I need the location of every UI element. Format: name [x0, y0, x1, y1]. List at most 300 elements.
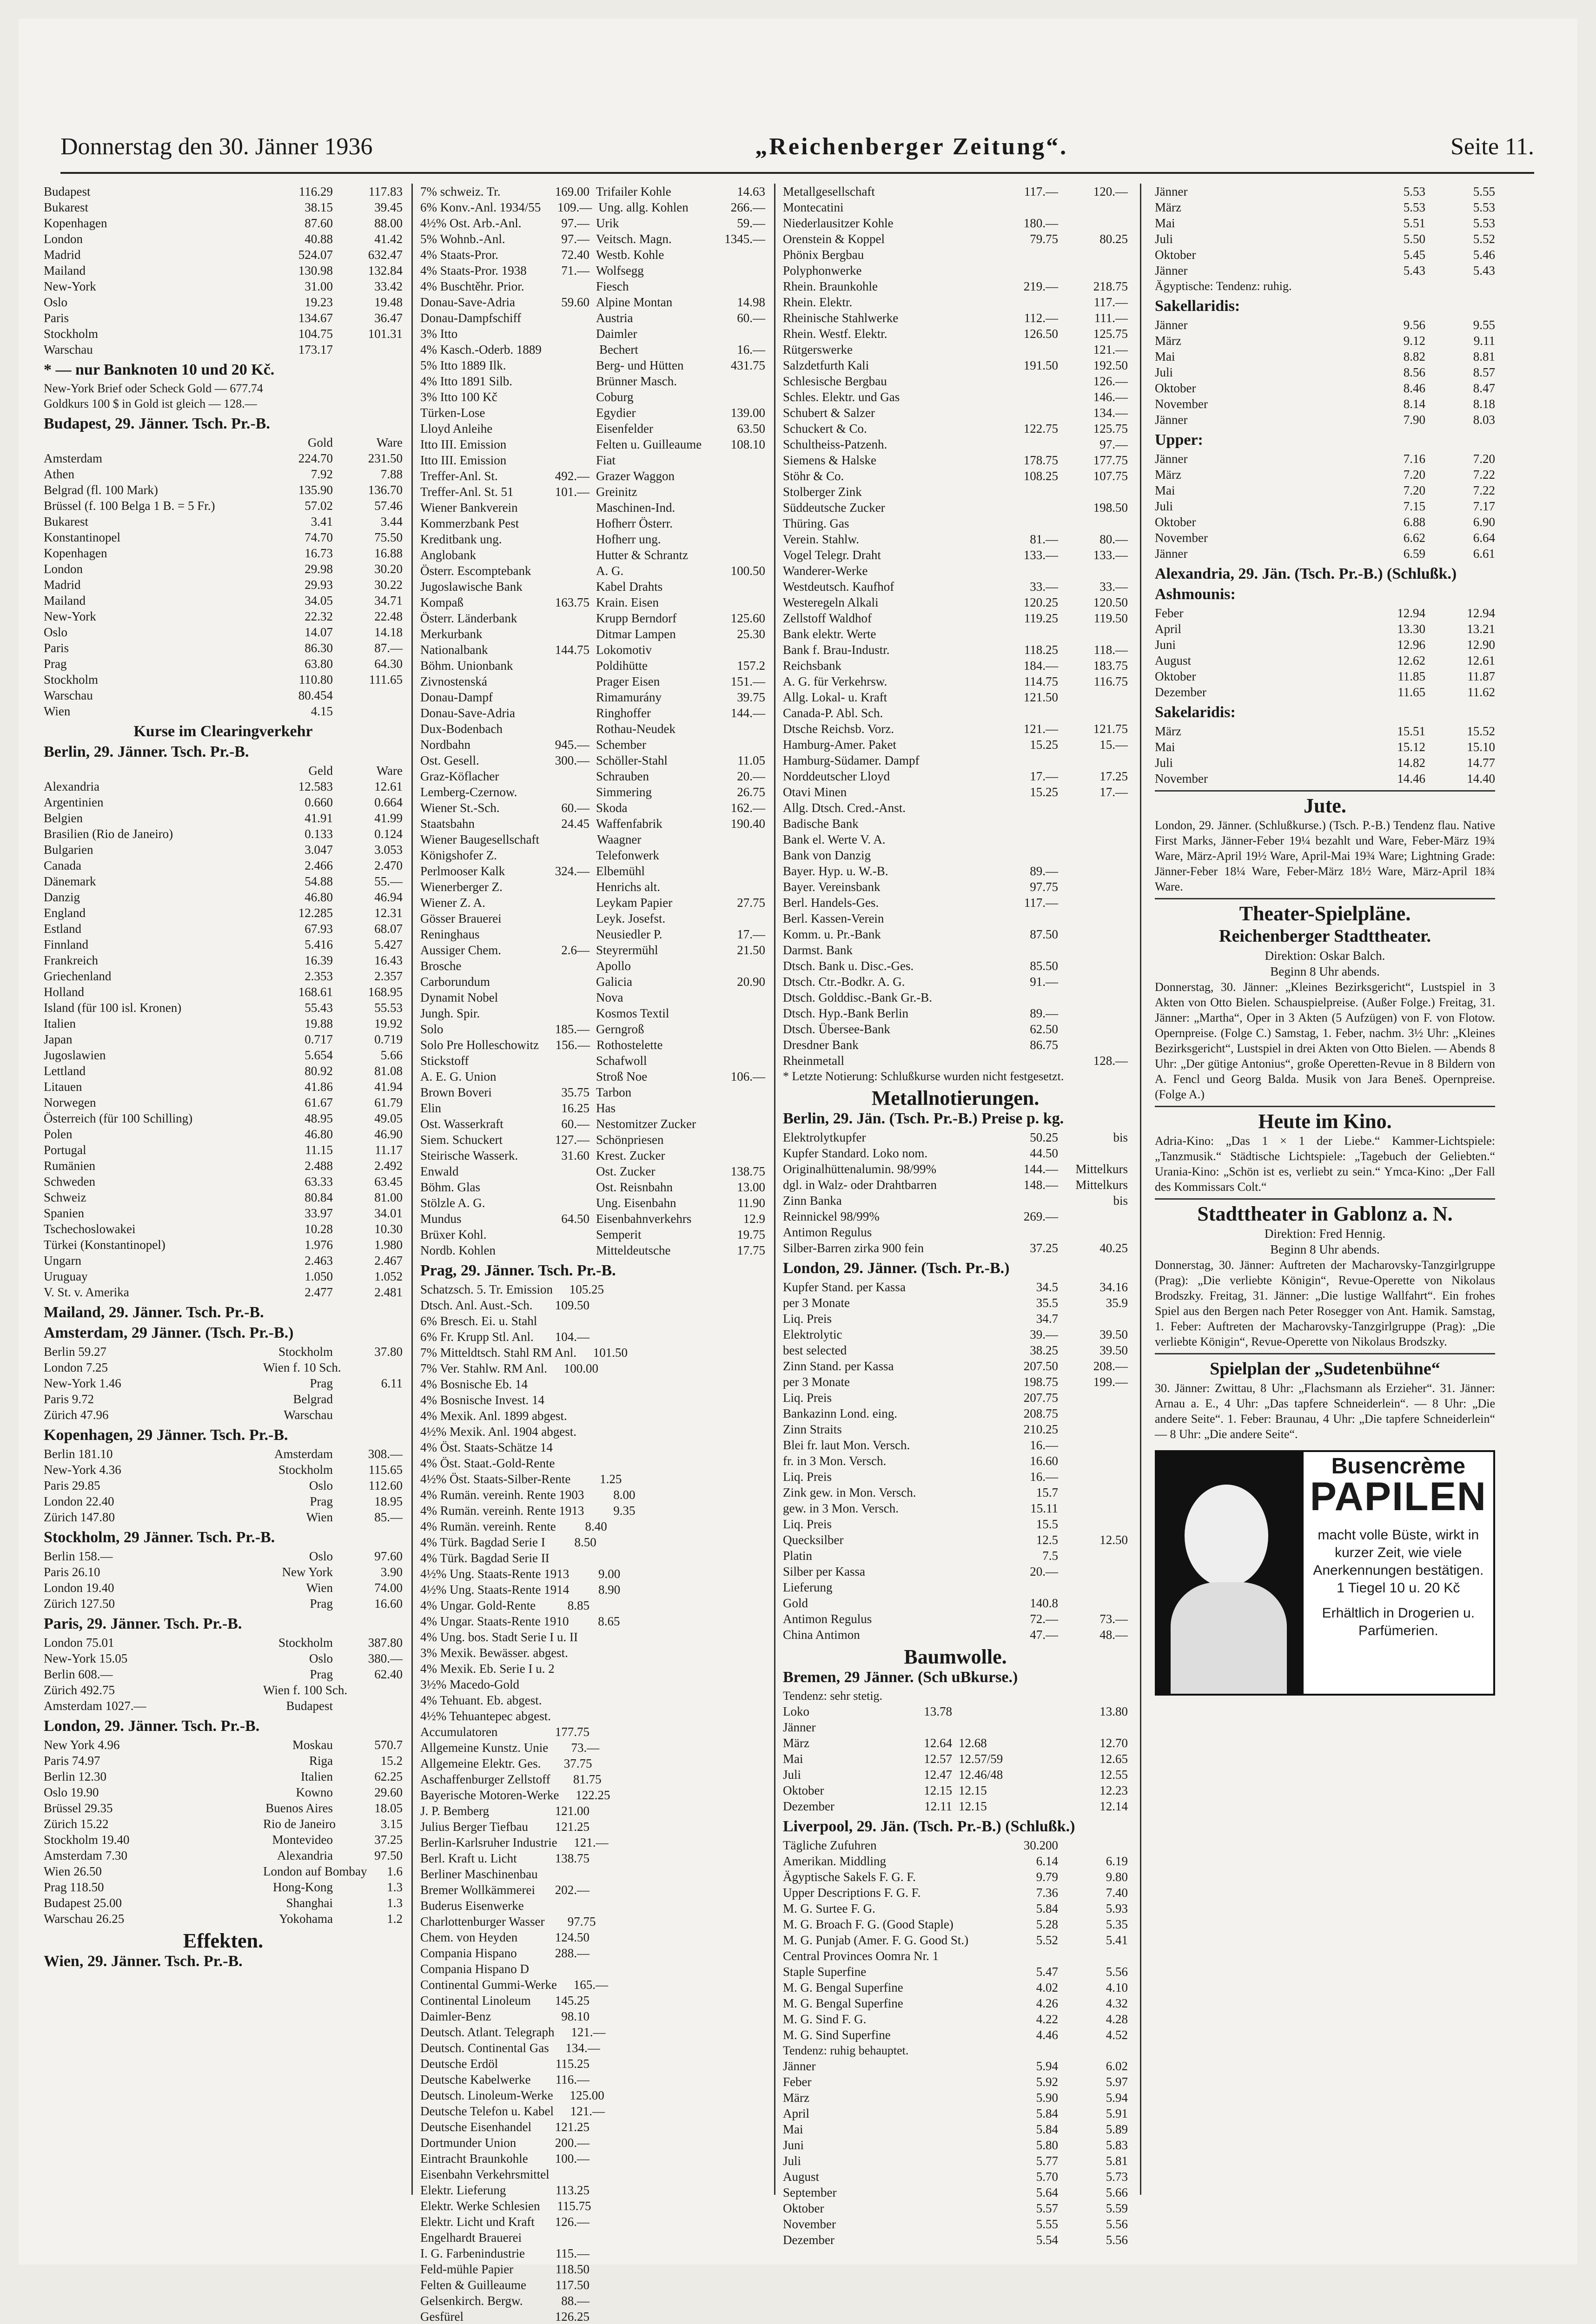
table-cell: Kompaß	[420, 595, 464, 609]
table-cell: 39.75	[737, 690, 765, 704]
table-cell	[568, 1645, 623, 1661]
table-row	[44, 1596, 403, 1611]
table-cell	[333, 1391, 403, 1407]
table-cell: Stolberger Zink	[783, 485, 862, 499]
table-cell: Berlin 59.27	[44, 1345, 106, 1359]
budapest-cols: Gold Ware	[308, 436, 403, 449]
table-cell	[1058, 1406, 1128, 1421]
table-cell: Bankazinn Lond. eing.	[783, 1406, 897, 1420]
table-cell	[538, 563, 593, 579]
table-row	[420, 1645, 765, 1661]
table-cell: 13.21	[1467, 622, 1495, 636]
table-cell: 12.15	[959, 1783, 987, 1797]
table-row	[783, 626, 1128, 642]
table-cell: 6.64	[1473, 531, 1495, 545]
table-row	[783, 1311, 1128, 1327]
table-cell: Wien	[44, 704, 71, 718]
table-cell: Island (für 100 isl. Kronen)	[44, 1001, 182, 1015]
table-cell: Deutsche Eisenhandel	[420, 2120, 532, 2134]
table-cell: Kupfer Standard. Loko nom.	[783, 1146, 928, 1160]
table-cell: Kosmos Textil	[596, 1006, 669, 1020]
table-row	[420, 942, 765, 958]
table-row	[420, 2293, 765, 2309]
table-row	[783, 2074, 1128, 2090]
table-row	[420, 531, 765, 547]
table-cell: 9.35	[613, 1504, 636, 1518]
table-cell: 127.—	[555, 1133, 589, 1147]
egypt-tendency: Ägyptische: Tendenz: ruhig.	[1155, 279, 1292, 293]
table-cell	[714, 1945, 765, 1961]
divider	[1155, 1353, 1495, 1354]
table-cell: 5.47	[1036, 1965, 1058, 1979]
table-cell: Lettland	[44, 1064, 86, 1078]
table-cell	[593, 2151, 714, 2166]
table-cell: Donau-Dampf	[420, 690, 493, 704]
table-cell	[714, 2261, 765, 2277]
table-row	[783, 1516, 1128, 1532]
table-cell: Prag	[44, 657, 67, 671]
table-cell	[593, 1313, 714, 1329]
ad-brand-line1: Busencrème	[1331, 1454, 1465, 1479]
table-row	[783, 199, 1128, 215]
table-cell: 98.10	[561, 2009, 589, 2023]
table-cell: 4% Rumän. vereinh. Rente 1903	[420, 1488, 584, 1502]
table-cell: 0.133	[305, 827, 333, 841]
table-cell: 5.94	[1036, 2059, 1058, 2073]
table-row	[783, 1240, 1128, 1256]
table-row	[420, 1424, 765, 1439]
effekten-subheading: Wien, 29. Jänner. Tsch. Pr.-B.	[44, 1953, 243, 1970]
table-row	[783, 1901, 1128, 1916]
table-cell: A. E. G. Union	[420, 1070, 497, 1083]
table-cell: Zinn Banka	[783, 1194, 842, 1208]
table-cell: 4% Itto 1891 Silb.	[420, 374, 513, 388]
table-cell: Feber	[783, 2075, 812, 2089]
table-cell: M. G. Punjab (Amer. F. G. Good St.)	[783, 1933, 969, 1947]
table-cell: Stockholm	[44, 673, 99, 687]
table-cell	[714, 2277, 765, 2293]
table-cell	[1058, 832, 1128, 847]
table-cell: 8.57	[1473, 365, 1495, 379]
table-cell: Hutter & Schrantz	[596, 548, 688, 562]
table-cell	[714, 1677, 765, 1692]
table-cell: 12.57/59	[959, 1752, 1003, 1766]
table-cell: London 7.25	[44, 1360, 108, 1374]
table-row	[783, 1916, 1128, 1932]
mailand-heading: Mailand, 29. Jänner. Tsch. Pr.-B.	[44, 1304, 264, 1321]
table-cell: 29.93	[305, 578, 333, 592]
table-row	[420, 816, 765, 832]
table-cell	[714, 911, 765, 926]
table-cell: Böhm. Glas	[420, 1180, 481, 1194]
table-row	[44, 247, 403, 263]
table-row	[420, 563, 765, 579]
table-cell: 163.75	[555, 595, 589, 609]
table-cell: 12.61	[374, 779, 403, 793]
table-cell: Warschau	[44, 343, 93, 357]
table-cell: 37.25	[1030, 1241, 1058, 1255]
table-cell: 6.90	[1473, 515, 1495, 529]
table-cell: 6% Konv.-Anl. 1934/55	[420, 200, 541, 214]
table-cell	[714, 2198, 765, 2214]
table-cell	[604, 2040, 714, 2056]
table-cell: Hofherr Österr.	[596, 516, 673, 530]
table-cell	[714, 2166, 765, 2182]
table-cell	[714, 1598, 765, 1613]
table-cell: 17.—	[737, 927, 765, 941]
table-row	[783, 1037, 1128, 1053]
table-cell: Österreich (für 100 Schilling)	[44, 1111, 193, 1125]
table-cell: 48.—	[1099, 1628, 1128, 1642]
table-cell: 2.488	[305, 1159, 333, 1173]
table-cell	[333, 1360, 403, 1375]
table-cell: 6.88	[1403, 515, 1425, 529]
table-cell	[714, 2087, 765, 2103]
table-row	[420, 1566, 765, 1582]
table-cell: 1.980	[374, 1238, 403, 1252]
table-cell	[593, 1677, 714, 1692]
table-cell: Donau-Save-Adria	[420, 706, 515, 720]
table-cell: 1.050	[305, 1269, 333, 1283]
table-cell	[714, 1345, 765, 1360]
table-cell: 5.94	[1106, 2091, 1128, 2105]
table-cell	[714, 1550, 765, 1566]
banknote-note: * — nur Banknoten 10 und 20 Kč.	[44, 361, 275, 378]
table-row	[783, 1995, 1128, 2011]
table-cell: 17.75	[737, 1243, 765, 1257]
table-cell: 168.61	[298, 985, 333, 999]
table-cell: Central Provinces Oomra Nr. 1	[783, 1949, 939, 1963]
table-cell	[606, 1708, 714, 1724]
table-cell	[714, 1708, 765, 1724]
table-cell: Eisenbahn Verkehrsmittel	[420, 2167, 550, 2181]
table-cell	[714, 1455, 765, 1471]
table-row	[420, 1598, 765, 1613]
table-cell: März	[783, 1736, 809, 1750]
table-row	[420, 357, 765, 373]
table-cell	[550, 2166, 604, 2182]
table-cell: 12.15	[924, 1783, 952, 1797]
table-cell: Rhein. Elektr.	[783, 295, 853, 309]
table-row	[44, 593, 403, 608]
table-row	[783, 1783, 1128, 1798]
table-cell	[988, 816, 1058, 832]
table-cell: 126.—	[1093, 374, 1128, 388]
table-cell: 113.25	[555, 2183, 589, 2197]
table-cell	[538, 895, 593, 911]
table-cell	[714, 278, 765, 294]
table-row	[420, 500, 765, 515]
table-cell: Nestomitzer Zucker	[596, 1117, 696, 1131]
table-cell: Waagner	[597, 832, 642, 846]
table-cell	[333, 1682, 403, 1698]
kopenhagen-heading: Kopenhagen, 29 Jänner. Tsch. Pr.-B.	[44, 1426, 288, 1444]
table-cell: Rothau-Neudek	[596, 722, 675, 736]
table-row	[420, 958, 765, 974]
table-row	[783, 215, 1128, 231]
table-cell: Zellstoff Waldhof	[783, 611, 872, 625]
table-cell: Norddeutscher Lloyd	[783, 769, 890, 783]
table-row	[420, 436, 765, 452]
table-cell: 7.22	[1473, 468, 1495, 482]
table-row	[44, 561, 403, 577]
table-cell: 130.98	[298, 264, 333, 277]
table-row	[783, 294, 1128, 310]
table-cell	[988, 1948, 1058, 1964]
table-cell: Canada	[44, 858, 81, 872]
table-cell: Darmst. Bank	[783, 943, 853, 957]
table-row	[44, 1784, 403, 1800]
table-cell	[988, 832, 1058, 847]
table-cell: Prag	[310, 1597, 333, 1611]
table-cell: New-York 4.36	[44, 1463, 121, 1477]
table-row	[44, 310, 403, 326]
table-cell: 13.30	[1397, 622, 1425, 636]
table-cell: Lemberg-Czernow.	[420, 785, 517, 799]
table-cell: 3.15	[380, 1817, 403, 1831]
table-cell: 5.43	[1473, 264, 1495, 277]
upper-heading: Upper:	[1155, 431, 1203, 449]
table-cell: 184.—	[1023, 659, 1058, 673]
table-cell: 12.96	[1397, 638, 1425, 652]
table-row	[44, 1478, 403, 1493]
table-cell: Salzdetfurth Kali	[783, 358, 869, 372]
table-cell	[714, 847, 765, 863]
table-cell: 14.98	[737, 295, 765, 309]
column-metals-cotton	[776, 184, 1134, 2247]
table-cell	[602, 1360, 714, 1376]
table-cell	[1058, 816, 1128, 832]
table-row	[783, 263, 1128, 278]
table-cell: 11.90	[737, 1196, 765, 1210]
table-cell: 64.30	[374, 657, 403, 671]
table-cell: dgl. in Walz- oder Drahtbarren	[783, 1178, 937, 1192]
table-cell: Allgemeine Kunstz. Unie	[420, 1741, 549, 1755]
column-securities	[414, 184, 772, 2324]
papilen-advertisement	[1155, 1450, 1495, 1696]
berlin-cols: Geld Ware	[308, 764, 403, 778]
table-cell: März	[783, 2091, 809, 2105]
table-cell	[333, 703, 403, 719]
table-cell: Allgemeine Elektr. Ges.	[420, 1756, 541, 1770]
divider	[1155, 1106, 1495, 1107]
table-cell: Hamburg-Südamer. Dampf	[783, 753, 920, 767]
table-row	[44, 1462, 403, 1478]
table-cell: Bank elektr. Werte	[783, 627, 876, 641]
table-cell	[714, 1116, 765, 1132]
table-cell: Westb. Kohle	[596, 248, 664, 262]
table-cell	[593, 1803, 714, 1819]
table-row	[783, 816, 1128, 832]
table-cell: Kopenhagen	[44, 216, 107, 230]
table-row	[420, 263, 765, 278]
table-row	[783, 2011, 1128, 2027]
table-cell: 79.75	[1030, 232, 1058, 246]
table-cell	[609, 2103, 714, 2119]
table-cell	[714, 531, 765, 547]
table-cell: Amsterdam	[274, 1447, 333, 1461]
table-cell	[714, 1053, 765, 1069]
table-cell: Berlin 158.—	[44, 1549, 113, 1563]
table-cell	[538, 515, 593, 531]
table-cell	[988, 515, 1058, 531]
table-cell: Spanien	[44, 1206, 84, 1220]
table-cell: 109.50	[555, 1298, 589, 1312]
table-row	[44, 826, 403, 842]
table-row	[44, 656, 403, 672]
table-cell: 208.75	[1023, 1406, 1058, 1420]
table-row	[783, 2232, 1128, 2248]
table-cell: Jugoslawische Bank	[420, 580, 523, 594]
table-row	[44, 1079, 403, 1095]
table-cell	[1058, 199, 1128, 215]
table-cell: 7.88	[380, 467, 403, 481]
table-cell: Juli	[1155, 756, 1173, 770]
table-row	[420, 1297, 765, 1313]
table-row	[44, 1189, 403, 1205]
table-cell: 24.45	[561, 817, 589, 831]
table-cell: Warschau	[284, 1408, 333, 1422]
table-cell	[714, 1613, 765, 1629]
table-cell: 119.25	[1024, 611, 1058, 625]
table-cell	[538, 1195, 593, 1211]
table-cell: 88.—	[561, 2294, 589, 2308]
table-cell: 15.51	[1397, 724, 1425, 738]
table-cell: 9.80	[1106, 1870, 1128, 1884]
table-cell: 5.56	[1106, 1965, 1128, 1979]
table-row	[783, 926, 1128, 942]
table-cell: August	[1155, 654, 1192, 667]
table-cell: 2.481	[374, 1285, 403, 1299]
table-cell: Niederlausitzer Kohle	[783, 216, 894, 230]
table-row	[420, 421, 765, 436]
table-row	[420, 579, 765, 594]
table-cell: 169.00	[555, 185, 589, 198]
table-cell: Leykam Papier	[596, 896, 673, 910]
table-cell	[988, 1224, 1058, 1240]
table-cell: November	[783, 2217, 836, 2231]
table-row	[420, 1021, 765, 1037]
table-cell: 46.80	[305, 890, 333, 904]
table-cell	[714, 1534, 765, 1550]
table-cell: Dux-Bodenbach	[420, 722, 503, 736]
table-cell: 89.—	[1030, 1006, 1058, 1020]
table-cell: 288.—	[555, 1946, 589, 1960]
table-cell	[1058, 1500, 1128, 1516]
table-row	[783, 1500, 1128, 1516]
table-row	[420, 1945, 765, 1961]
table-cell: 0.664	[374, 795, 403, 809]
table-cell: Carborundum	[420, 975, 490, 989]
gablonz-heading: Stadttheater in Gablonz a. N.	[1197, 1202, 1453, 1225]
table-cell: 2.463	[305, 1254, 333, 1268]
table-cell: Gerngroß	[596, 1022, 644, 1036]
table-cell: 16.73	[305, 546, 333, 560]
table-row	[420, 832, 765, 847]
table-cell: 13.78	[924, 1704, 952, 1718]
table-cell: 3% Itto 100 Kč	[420, 390, 497, 404]
table-cell	[714, 1914, 765, 1929]
table-cell: Steyrermühl	[596, 943, 658, 957]
table-cell: Schles. Elektr. und Gas	[783, 390, 900, 404]
table-cell: 81.75	[573, 1772, 602, 1786]
column-rule	[411, 184, 413, 2195]
table-cell: 118.25	[1024, 643, 1058, 657]
table-cell: 210.25	[1023, 1422, 1058, 1436]
table-cell	[538, 673, 593, 689]
table-cell: 8.90	[598, 1583, 621, 1597]
table-cell	[593, 1850, 714, 1866]
table-cell	[714, 1566, 765, 1582]
table-cell: 4.15	[311, 704, 333, 718]
table-cell: 30.200	[1023, 1838, 1058, 1852]
table-row	[1155, 771, 1495, 786]
table-cell: 7.36	[1036, 1886, 1058, 1900]
table-cell: Nordb. Kohlen	[420, 1243, 496, 1257]
table-cell	[576, 1424, 631, 1439]
table-row	[783, 689, 1128, 705]
table-row	[783, 1421, 1128, 1437]
table-cell: 12.68	[959, 1736, 987, 1750]
table-cell: Prag	[310, 1376, 333, 1390]
table-cell: Canada-P. Abl. Sch.	[783, 706, 883, 720]
table-cell: Amsterdam 7.30	[44, 1849, 127, 1862]
table-cell: 80.454	[298, 688, 333, 702]
table-cell: Itto III. Emission	[420, 453, 507, 467]
table-cell: 4% Ungar. Gold-Rente	[420, 1598, 536, 1612]
table-cell: Nationalbank	[420, 643, 488, 657]
table-cell: 138.75	[730, 1164, 765, 1178]
table-cell	[1058, 753, 1128, 768]
table-cell: Schubert & Salzer	[783, 406, 875, 420]
table-cell: 60.—	[737, 311, 765, 325]
table-cell: 37.80	[374, 1345, 403, 1359]
table-row	[783, 484, 1128, 500]
table-cell: 11.17	[375, 1143, 403, 1157]
table-cell: 88.00	[374, 216, 403, 230]
table-cell: Elektrolytic	[783, 1327, 842, 1341]
table-cell: Elektrolytkupfer	[783, 1130, 866, 1144]
table-cell: Paris 9.72	[44, 1392, 94, 1406]
table-cell: 120.50	[1093, 595, 1128, 609]
table-cell: 5% Itto 1889 Ilk.	[420, 358, 506, 372]
table-cell: New-York 15.05	[44, 1651, 128, 1665]
table-cell: 46.94	[374, 890, 403, 904]
table-cell	[714, 500, 765, 515]
table-cell: November	[1155, 397, 1208, 411]
table-cell	[623, 1645, 714, 1661]
table-row	[783, 515, 1128, 531]
table-cell: 61.67	[305, 1096, 333, 1109]
table-cell	[609, 1455, 714, 1471]
table-cell: 5.51	[1403, 216, 1425, 230]
table-cell	[1058, 1595, 1128, 1611]
table-cell: 34.16	[1099, 1280, 1128, 1294]
table-row	[420, 1100, 765, 1116]
table-cell: Merkurbank	[420, 627, 483, 641]
table-cell	[714, 1661, 765, 1677]
table-row	[44, 984, 403, 1000]
table-cell	[714, 247, 765, 263]
table-cell: England	[44, 906, 86, 920]
table-row	[783, 500, 1128, 515]
table-cell: Compania Hispano D	[420, 1962, 529, 1976]
table-cell: Westeregeln Alkali	[783, 595, 879, 609]
table-cell: 5.64	[1036, 2185, 1058, 2199]
table-cell	[538, 547, 593, 563]
table-cell: Daimler	[596, 327, 637, 341]
table-cell: 121.—	[570, 2104, 605, 2118]
